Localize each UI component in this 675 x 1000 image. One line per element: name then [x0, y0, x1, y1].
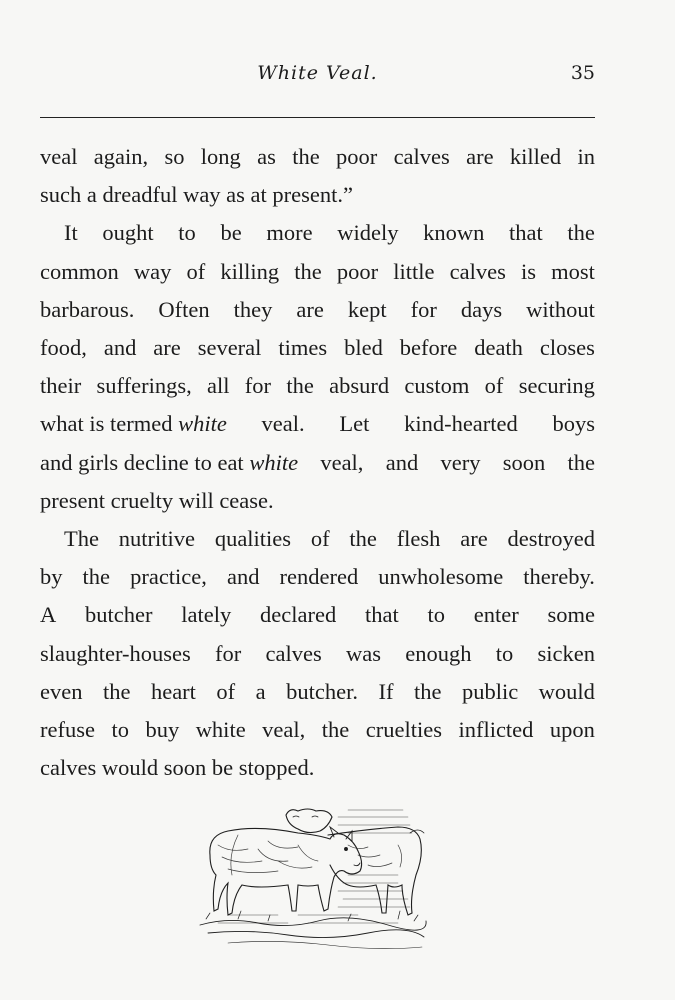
word: upon	[549, 717, 595, 743]
word: the	[286, 373, 314, 399]
italic-word: white	[249, 449, 299, 475]
word: the	[349, 526, 377, 552]
word: declared	[260, 602, 337, 628]
word: by	[40, 564, 63, 590]
word: poor	[336, 258, 379, 284]
word: enter	[473, 602, 519, 628]
word: kept	[347, 296, 387, 322]
word: their	[40, 373, 82, 399]
italic-word: white	[178, 411, 227, 437]
word: slaughter-houses	[40, 640, 191, 666]
word: ought	[102, 220, 154, 246]
word: custom	[404, 373, 470, 399]
word: long	[200, 144, 241, 169]
word: is	[520, 258, 536, 284]
word: veal	[40, 144, 78, 169]
word: the	[321, 717, 350, 743]
word: some	[547, 602, 595, 628]
back-calf-head	[286, 809, 332, 833]
word: It	[64, 220, 78, 246]
word: a	[255, 678, 266, 704]
word: even	[40, 678, 83, 704]
word: way	[133, 258, 172, 284]
text-line-with-emphasis	[40, 405, 595, 443]
word: securing	[518, 373, 595, 399]
word: enough	[405, 640, 472, 666]
text-line	[40, 329, 595, 367]
word: inflicted	[458, 717, 534, 743]
text-line	[40, 367, 595, 405]
word: most	[551, 258, 595, 284]
word: they	[233, 296, 273, 322]
text-line	[40, 596, 595, 634]
text-segment: veal, and very soon the	[298, 449, 595, 475]
word: qualities	[214, 526, 292, 552]
word: lately	[181, 602, 232, 628]
word: food,	[40, 335, 87, 361]
word: more	[266, 220, 313, 246]
word: before	[399, 335, 458, 361]
word: without	[526, 296, 595, 322]
ground	[200, 911, 426, 949]
text-line: calves would soon be stopped.	[40, 755, 315, 781]
text-line	[40, 138, 595, 176]
word: days	[460, 296, 503, 322]
word: several	[197, 335, 262, 361]
word: butcher.	[286, 678, 358, 704]
word: are	[296, 296, 324, 322]
text-segment: what is termed	[40, 411, 179, 437]
word: rendered	[279, 564, 359, 590]
word: practice,	[130, 564, 207, 590]
word: that	[509, 220, 543, 246]
word: sufferings,	[96, 373, 192, 399]
word: killing	[220, 258, 280, 284]
word: killed	[509, 144, 562, 169]
text-line: such a dreadful way as at present.”	[40, 182, 353, 208]
word: for	[244, 373, 272, 399]
background-hatching	[218, 810, 412, 923]
word: of	[484, 373, 504, 399]
word: absurd	[329, 373, 390, 399]
word: are	[466, 144, 494, 169]
text-segment: veal. Let kind-hearted boys	[226, 411, 595, 437]
body-text	[40, 138, 595, 787]
word: the	[82, 564, 111, 590]
word: common	[40, 258, 119, 284]
header-rule	[40, 117, 595, 118]
word: for	[410, 296, 437, 322]
word: unwholesome	[378, 564, 504, 590]
word: the	[292, 144, 320, 169]
word: butcher	[85, 602, 153, 628]
text-segment: and girls decline to eat	[40, 449, 250, 475]
word: so	[164, 144, 185, 169]
word: be	[220, 220, 242, 246]
word: to	[178, 220, 196, 246]
word: Often	[158, 296, 210, 322]
word: barbarous.	[40, 296, 135, 322]
word: the	[567, 220, 595, 246]
word: calves	[393, 144, 450, 169]
word: to	[495, 640, 514, 666]
word: calves	[265, 640, 322, 666]
paragraph-start-line	[40, 214, 595, 252]
word: to	[427, 602, 445, 628]
running-title: White Veal.	[257, 62, 378, 84]
word: sicken	[537, 640, 595, 666]
word: for	[215, 640, 242, 666]
front-calf-body	[210, 828, 362, 915]
calves-illustration	[198, 805, 430, 953]
word: calves	[449, 258, 506, 284]
word: closes	[539, 335, 595, 361]
word: flesh	[396, 526, 441, 552]
word: destroyed	[507, 526, 595, 552]
word: heart	[150, 678, 196, 704]
word: in	[577, 144, 595, 169]
text-line	[40, 635, 595, 673]
word: The	[64, 526, 99, 552]
word: refuse	[40, 717, 95, 743]
word: thereby.	[523, 564, 595, 590]
word: of	[216, 678, 236, 704]
word: as	[257, 144, 276, 169]
word: bled	[344, 335, 383, 361]
word: are	[153, 335, 181, 361]
word: that	[364, 602, 399, 628]
word: times	[278, 335, 328, 361]
text-line	[40, 253, 595, 291]
text-line	[40, 291, 595, 329]
word: are	[460, 526, 488, 552]
word: little	[393, 258, 435, 284]
word: buy	[145, 717, 180, 743]
word: widely	[337, 220, 399, 246]
word: of	[310, 526, 330, 552]
page-header	[40, 62, 595, 92]
word: all	[207, 373, 230, 399]
word: again,	[93, 144, 149, 169]
word: the	[294, 258, 322, 284]
word: If	[378, 678, 394, 704]
word: nutritive	[118, 526, 196, 552]
word: the	[102, 678, 131, 704]
word: veal,	[262, 717, 306, 743]
text-line	[40, 673, 595, 711]
word: death	[474, 335, 523, 361]
word: A	[40, 602, 57, 628]
word: known	[423, 220, 485, 246]
paragraph-start-line	[40, 520, 595, 558]
word: the	[413, 678, 442, 704]
word: public	[461, 678, 519, 704]
text-line: present cruelty will cease.	[40, 487, 274, 513]
text-line-with-emphasis	[40, 444, 595, 482]
word: would	[538, 678, 595, 704]
text-line	[40, 558, 595, 596]
word: to	[111, 717, 129, 743]
word: and	[226, 564, 260, 590]
word: of	[186, 258, 206, 284]
word: poor	[336, 144, 378, 169]
page-number: 35	[570, 62, 595, 84]
word: and	[103, 335, 137, 361]
word: cruelties	[365, 717, 442, 743]
word: was	[345, 640, 381, 666]
word: white	[195, 717, 246, 743]
text-line	[40, 711, 595, 749]
